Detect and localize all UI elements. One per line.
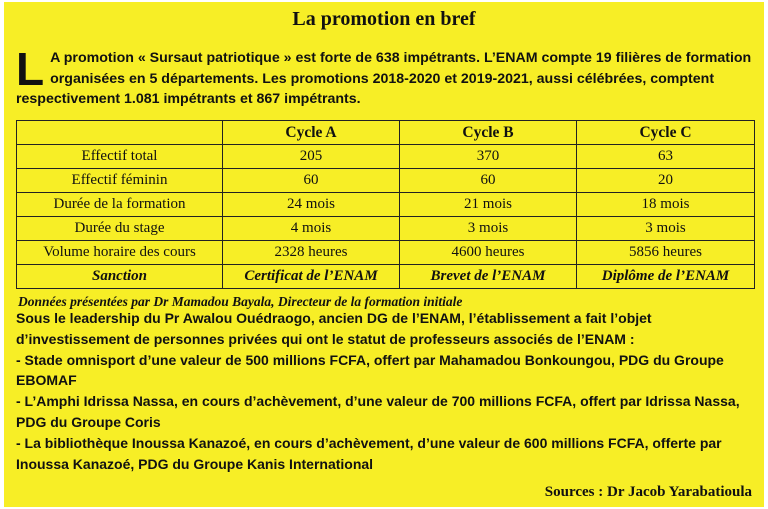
table-cell: 3 mois xyxy=(577,217,755,241)
row-label: Durée du stage xyxy=(17,217,223,241)
table-cell: Brevet de l’ENAM xyxy=(400,265,577,289)
table-credit: Données présentées par Dr Mamadou Bayala, Directeur de la formation initiale xyxy=(18,294,463,309)
sources-line: Sources : Dr Jacob Yarabatioula xyxy=(544,484,752,500)
table-cell: 2328 heures xyxy=(223,241,400,265)
intro-paragraph xyxy=(16,43,756,110)
body-paragraph: - Stade omnisport d’une valeur de 500 millions FCFA, offert par Mahamadou Bonkoungou, PDG du Groupe EBOMAF xyxy=(16,351,724,389)
table-cell: 60 xyxy=(400,169,577,193)
box-title: La promotion en bref xyxy=(292,8,476,30)
table-header-row xyxy=(17,121,755,145)
row-label: Sanction xyxy=(17,265,223,289)
table-cell: 3 mois xyxy=(400,217,577,241)
body-paragraph: - La bibliothèque Inoussa Kanazoé, en cours d’achèvement, d’une valeur de 600 millions FCFA, offerte par Inoussa Kanazoé, PDG du Groupe Kanis International xyxy=(16,434,722,472)
info-box xyxy=(4,2,764,507)
table-header-cell: Cycle B xyxy=(400,121,577,145)
table-row xyxy=(17,217,755,241)
promotion-table xyxy=(16,120,755,289)
table-row xyxy=(17,169,755,193)
table-cell: 63 xyxy=(577,145,755,169)
intro-text: A promotion « Sursaut patriotique » est forte de 638 impétrants. L’ENAM compte 19 filières de formation organisées en 5 départements. Les promotions 2018-2020 et 2019-2021, aussi célébrées, comptent respectivement 1.081 impétrants et 867 impétrants. xyxy=(16,50,752,107)
row-label: Durée de la formation xyxy=(17,193,223,217)
table-cell: 18 mois xyxy=(577,193,755,217)
table-row xyxy=(17,241,755,265)
table-row xyxy=(17,193,755,217)
row-label: Effectif total xyxy=(17,145,223,169)
table-row xyxy=(17,145,755,169)
table-cell: 370 xyxy=(400,145,577,169)
body-paragraph: Sous le leadership du Pr Awalou Ouédraogo, ancien DG de l’ENAM, l’établissement a fait l’objet d’investissement de personnes privées qui ont le statut de professeurs associés de l’ENAM : xyxy=(16,310,652,347)
body-text xyxy=(16,308,761,474)
dropcap: L xyxy=(16,43,45,95)
table-header-cell: Cycle A xyxy=(223,121,400,145)
table-cell: 4 mois xyxy=(223,217,400,241)
table-cell: 4600 heures xyxy=(400,241,577,265)
table-header-cell xyxy=(17,121,223,145)
table-header-cell: Cycle C xyxy=(577,121,755,145)
table-cell: Diplôme de l’ENAM xyxy=(577,265,755,289)
body-paragraph: - L’Amphi Idrissa Nassa, en cours d’achèvement, d’une valeur de 700 millions FCFA, offert par Idrissa Nassa, PDG du Groupe Coris xyxy=(16,393,740,430)
table-cell: 20 xyxy=(577,169,755,193)
table-cell: 24 mois xyxy=(223,193,400,217)
table-row-sanction xyxy=(17,265,755,289)
table-cell: 60 xyxy=(223,169,400,193)
table-cell: Certificat de l’ENAM xyxy=(223,265,400,289)
row-label: Volume horaire des cours xyxy=(17,241,223,265)
table-cell: 5856 heures xyxy=(577,241,755,265)
row-label: Effectif féminin xyxy=(17,169,223,193)
table-cell: 21 mois xyxy=(400,193,577,217)
table-cell: 205 xyxy=(223,145,400,169)
